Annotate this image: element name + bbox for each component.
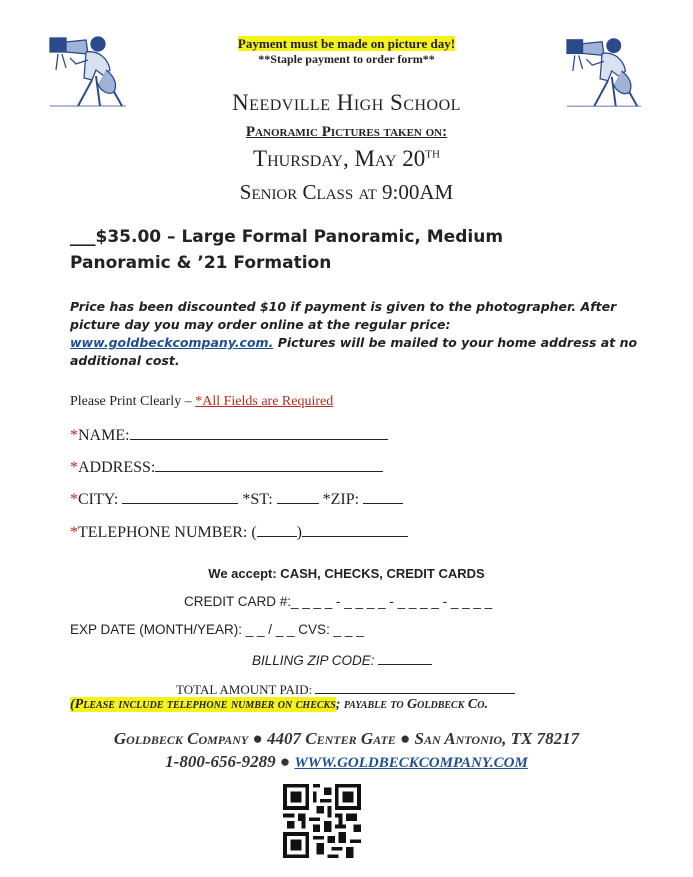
company-website-link[interactable]: WWW.GOLDBECKCOMPANY.COM <box>294 755 528 771</box>
name-label: NAME: <box>78 427 130 444</box>
telephone-label: TELEPHONE NUMBER: ( <box>78 524 257 541</box>
exp-date-field[interactable]: EXP DATE (MONTH/YEAR): _ _ / _ _ CVS: _ _ _ <box>70 622 364 637</box>
qr-code-icon <box>283 784 361 858</box>
qr-code[interactable] <box>283 784 361 858</box>
date-suffix: TH <box>425 148 440 161</box>
billing-zip-label: BILLING ZIP CODE: <box>252 653 375 668</box>
state-field[interactable] <box>277 489 319 504</box>
payment-notice: Payment must be made on picture day! <box>237 36 456 51</box>
telephone-close: ) <box>296 524 302 541</box>
offer-line-2: Panoramic & ’21 Formation <box>70 253 332 273</box>
billing-zip-field[interactable] <box>378 650 432 665</box>
discount-notice <box>70 298 642 370</box>
picture-date: Thursday, May 20 <box>253 146 426 171</box>
required-asterisk: * <box>70 524 78 541</box>
required-asterisk: * <box>70 459 78 476</box>
required-asterisk: * <box>70 491 78 508</box>
total-paid-field[interactable] <box>315 679 515 694</box>
zip-field[interactable] <box>363 489 403 504</box>
area-code-field[interactable] <box>257 522 297 537</box>
accepted-methods: CASH, CHECKS, CREDIT CARDS <box>276 566 485 581</box>
telephone-field[interactable] <box>302 522 408 537</box>
address-label: ADDRESS: <box>78 459 156 476</box>
required-note: *All Fields are Required <box>195 394 334 409</box>
accept-label: We accept: <box>208 566 277 581</box>
school-name: Needville High School <box>232 90 461 115</box>
offer-line-1: ___$35.00 – Large Formal Panoramic, Medium <box>70 227 504 247</box>
company-address: Goldbeck Company ● 4407 Center Gate ● San Antonio, TX 78217 <box>113 729 580 748</box>
notice-part-1: Price has been discounted $10 if payment is given to the photographer. After picture day you may order online at the regular price: <box>70 299 617 332</box>
zip-label: *ZIP: <box>322 491 360 508</box>
credit-card-field[interactable]: CREDIT CARD #:_ _ _ _ - _ _ _ _ - _ _ _ _ - _ _ _ _ <box>184 594 493 609</box>
notice-part-2: Pictures will be mailed to your home address at no additional cost. <box>70 335 638 368</box>
city-label: CITY: <box>78 491 119 508</box>
total-paid-label: TOTAL AMOUNT PAID: <box>176 682 313 697</box>
staple-notice: **Staple payment to order form** <box>258 52 435 66</box>
print-instruction: Please Print Clearly – <box>70 394 196 409</box>
city-field[interactable] <box>122 489 238 504</box>
name-field[interactable] <box>130 425 388 440</box>
pictures-subtitle: Panoramic Pictures taken on: <box>245 124 448 140</box>
class-time: Senior Class at 9:00AM <box>239 180 454 204</box>
goldbeck-link[interactable]: www.goldbeckcompany.com. <box>70 335 274 350</box>
checks-note: (Please include telephone number on checks <box>70 697 336 712</box>
company-phone: 1-800-656-9289 ● <box>165 752 295 771</box>
payable-note: ; payable to Goldbeck Co. <box>335 697 488 712</box>
state-label: *ST: <box>242 491 273 508</box>
address-field[interactable] <box>155 457 383 472</box>
required-asterisk: * <box>70 427 78 444</box>
